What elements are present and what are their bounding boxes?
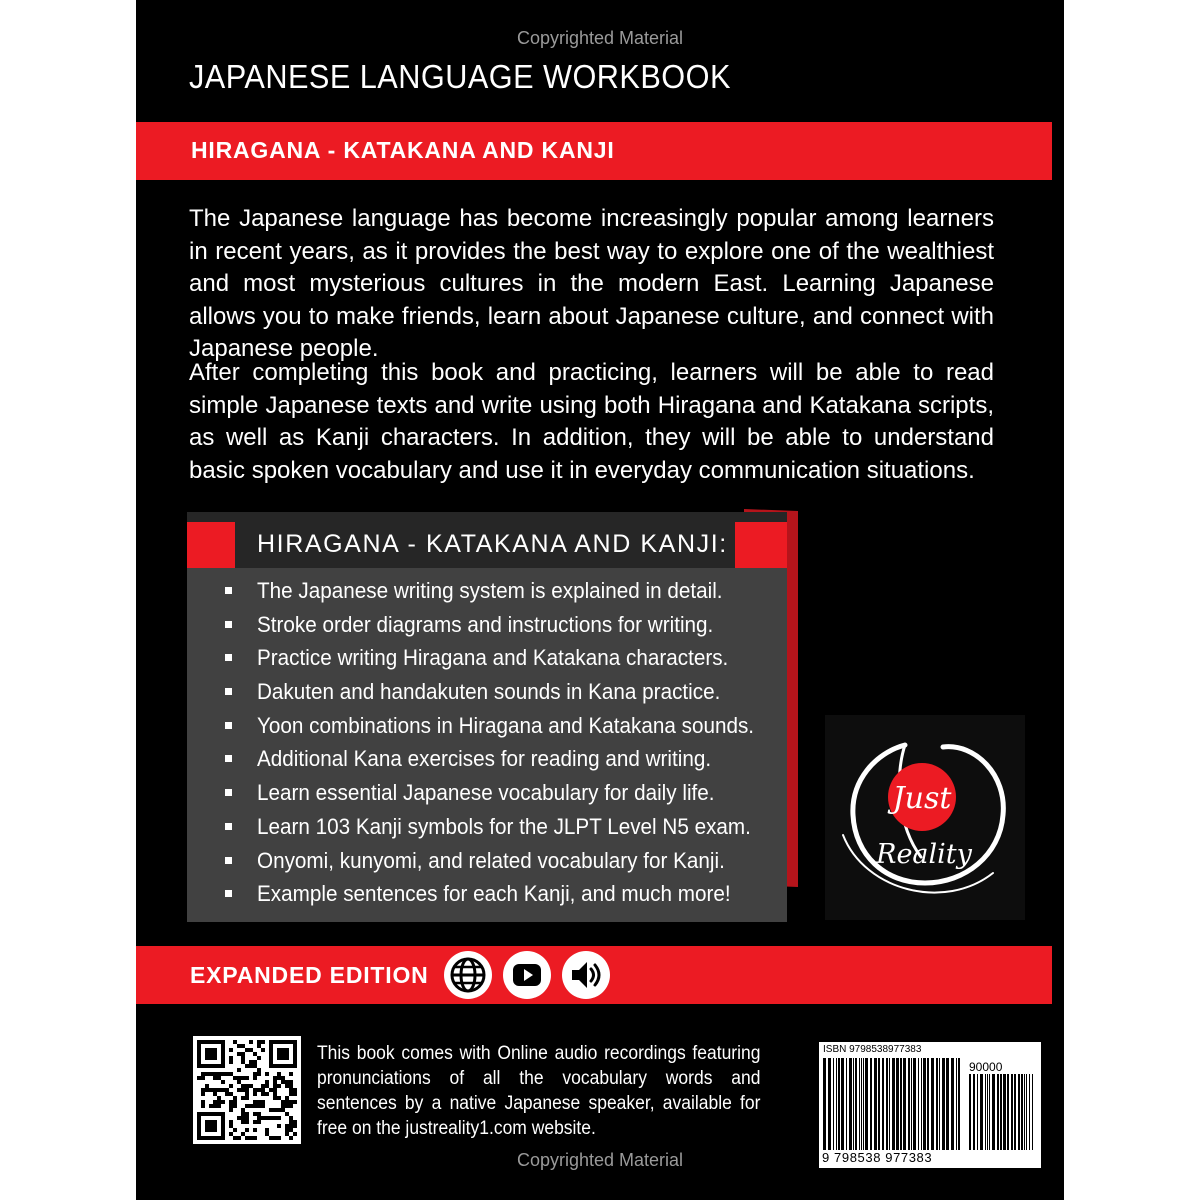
bullet-icon xyxy=(225,654,232,661)
watermark-top: Copyrighted Material xyxy=(516,28,684,48)
feature-box xyxy=(187,512,787,922)
feature-list xyxy=(187,574,787,911)
feature-item: Onyomi, kunyomi, and related vocabulary for Kanji. xyxy=(187,844,787,878)
watermark-bottom: Copyrighted Material xyxy=(516,1150,684,1170)
bullet-icon xyxy=(225,755,232,762)
logo-word-reality: Reality xyxy=(876,839,972,870)
speaker-icon xyxy=(562,951,610,999)
play-icon xyxy=(503,951,551,999)
feature-item: Yoon combinations in Hiragana and Katakana sounds. xyxy=(187,709,787,743)
price-barcode-icon xyxy=(969,1074,1035,1150)
bullet-icon xyxy=(225,722,232,729)
feature-box-header xyxy=(187,512,787,568)
feature-header-red-block-right xyxy=(735,522,787,568)
feature-item: Learn essential Japanese vocabulary for daily life. xyxy=(187,776,787,810)
publisher-logo xyxy=(825,715,1025,920)
feature-item: Practice writing Hiragana and Katakana characters. xyxy=(187,641,787,675)
globe-icon xyxy=(444,951,492,999)
bullet-icon xyxy=(225,890,232,897)
barcode-icon xyxy=(823,1058,963,1150)
book-back-cover xyxy=(136,0,1064,1200)
logo-word-just: Just xyxy=(892,781,952,816)
bullet-icon xyxy=(225,857,232,864)
bullet-icon xyxy=(225,621,232,628)
just-reality-logo-icon xyxy=(825,715,1025,920)
edition-band xyxy=(136,946,1052,1004)
isbn-price-code: 90000 xyxy=(969,1060,1003,1074)
isbn-digits: 9 798538 977383 xyxy=(822,1150,933,1165)
feature-header-red-block-left xyxy=(187,522,235,568)
feature-item: The Japanese writing system is explained in detail. xyxy=(187,574,787,608)
isbn-label: ISBN 9798538977383 xyxy=(823,1044,922,1055)
bullet-icon xyxy=(225,823,232,830)
description-paragraph-2: After completing this book and practicing, learners will be able to read simple Japanese texts and write using both Hiragana and Katakana scripts, as well as Kanji characters. In addition, they will be able to understand basic spoken vocabulary and use it in everyday communication situations. xyxy=(189,359,994,484)
subtitle-band xyxy=(136,122,1052,180)
qr-code-icon xyxy=(193,1036,301,1144)
book-title: JAPANESE LANGUAGE WORKBOOK xyxy=(189,58,731,95)
feature-box-title: HIRAGANA - KATAKANA AND KANJI: xyxy=(257,530,728,558)
description-paragraph-1: The Japanese language has become increasingly popular among learners in recent years, as it provides the best way to explore one of the wealthiest and most mysterious cultures in the modern East. Learning Japanese allows you to make friends, learn about Japanese culture, and connect with Japanese people. xyxy=(189,205,994,362)
edition-label: EXPANDED EDITION xyxy=(190,962,429,988)
bullet-icon xyxy=(225,688,232,695)
bullet-icon xyxy=(225,587,232,594)
audio-note: This book comes with Online audio recordings featuring pronunciations of all the vocabulary words and sentences by a native Japanese speaker, available for free on the justreality1.com website. xyxy=(317,1043,761,1139)
subtitle-band-text: HIRAGANA - KATAKANA AND KANJI xyxy=(191,137,615,163)
feature-item: Example sentences for each Kanji, and much more! xyxy=(187,877,787,911)
feature-item: Dakuten and handakuten sounds in Kana practice. xyxy=(187,675,787,709)
feature-item: Learn 103 Kanji symbols for the JLPT Level N5 exam. xyxy=(187,810,787,844)
feature-item: Additional Kana exercises for reading and writing. xyxy=(187,742,787,776)
bullet-icon xyxy=(225,789,232,796)
feature-item: Stroke order diagrams and instructions for writing. xyxy=(187,608,787,642)
